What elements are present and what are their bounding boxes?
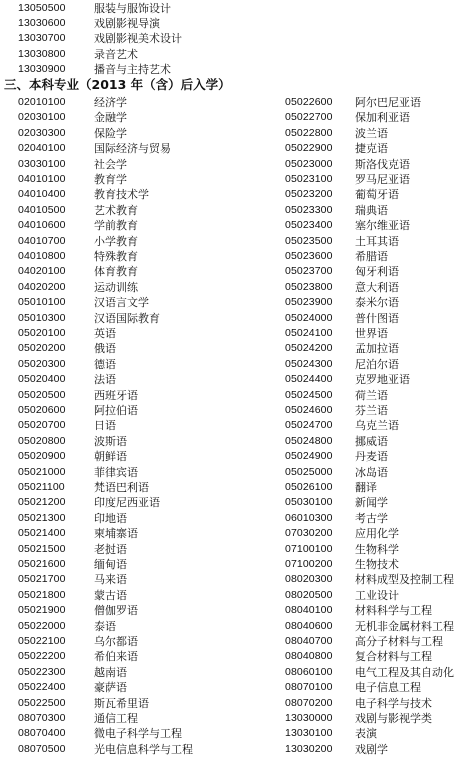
major-code: 05021900: [18, 604, 66, 617]
major-code: 05022900: [285, 142, 333, 155]
major-row: [285, 388, 470, 403]
major-code: 05021500: [18, 542, 66, 555]
major-name: 泰米尔语: [355, 296, 399, 310]
major-name: 普什图语: [355, 311, 399, 325]
major-row: [285, 110, 470, 125]
major-name: 乌尔都语: [94, 635, 138, 648]
major-row: [285, 526, 470, 541]
major-row: [285, 449, 470, 464]
major-row: [18, 665, 238, 680]
major-row: [285, 572, 470, 587]
major-row: [285, 619, 470, 634]
major-name: 新闻学: [355, 496, 388, 510]
major-code: 05030100: [285, 496, 333, 509]
major-name: 工业设计: [355, 588, 399, 602]
major-row: [285, 326, 470, 341]
major-code: 07100200: [285, 558, 333, 570]
major-code: 05024500: [285, 388, 333, 401]
major-code: 13050500: [18, 2, 66, 14]
major-code: 05021200: [18, 496, 66, 509]
major-name: 缅甸语: [94, 558, 127, 571]
major-code: 05021700: [18, 573, 66, 586]
major-code: 05021400: [18, 527, 66, 540]
major-code: 05022800: [285, 126, 333, 139]
major-code: 13030100: [285, 727, 333, 740]
major-row: [285, 280, 470, 295]
major-row: [285, 141, 470, 156]
major-code: 05020200: [18, 342, 66, 355]
major-code: 03030100: [18, 157, 66, 170]
major-row: [285, 264, 470, 279]
major-row: [285, 634, 470, 649]
major-code: 08070400: [18, 727, 66, 740]
major-code: 05010100: [18, 296, 66, 309]
major-name: 材料成型及控制工程: [355, 573, 454, 587]
major-row: [18, 1, 238, 16]
major-row: [18, 388, 238, 403]
major-row: [18, 449, 238, 464]
major-name: 希伯来语: [94, 650, 138, 664]
major-name: 翻译: [355, 481, 377, 494]
major-code: 08040800: [285, 650, 333, 663]
major-name: 学前教育: [94, 219, 138, 233]
major-row: [285, 357, 470, 372]
major-code: 02030300: [18, 126, 66, 139]
major-code: 05020900: [18, 450, 66, 463]
major-code: 04010800: [18, 250, 66, 262]
major-row: [18, 372, 238, 387]
major-name: 教育技术学: [94, 188, 149, 202]
major-row: [285, 95, 470, 110]
major-code: 13030000: [285, 712, 333, 724]
major-name: 波兰语: [355, 126, 388, 140]
major-row: [285, 649, 470, 664]
major-code: 05024600: [285, 404, 333, 416]
major-code: 13030700: [18, 32, 66, 45]
major-code: 04010100: [18, 173, 66, 185]
major-code: 05022500: [18, 696, 66, 709]
major-row: [18, 680, 238, 695]
major-name: 光电信息科学与工程: [94, 742, 193, 756]
major-row: [285, 588, 470, 603]
major-row: [285, 542, 470, 557]
major-name: 表演: [355, 727, 377, 741]
major-row: [18, 95, 238, 110]
major-row: [285, 126, 470, 141]
major-name: 乌克兰语: [355, 419, 399, 433]
major-row: [18, 16, 238, 31]
major-code: 05022000: [18, 619, 66, 632]
major-row: [18, 187, 238, 202]
major-code: 05024100: [285, 327, 333, 339]
major-row: [285, 495, 470, 510]
major-name: 复合材料与工程: [355, 650, 432, 664]
major-name: 瑞典语: [355, 203, 388, 217]
major-name: 高分子材料与工程: [355, 635, 443, 648]
major-code: 05024000: [285, 311, 333, 324]
major-row: [18, 634, 238, 649]
major-row: [285, 341, 470, 356]
major-row: [285, 711, 470, 726]
major-code: 05023500: [285, 234, 333, 247]
major-code: 05024400: [285, 373, 333, 386]
major-row: [285, 187, 470, 202]
major-code: 08040100: [285, 604, 333, 617]
major-row: [18, 172, 238, 187]
major-name: 斯洛伐克语: [355, 157, 410, 171]
major-name: 意大利语: [355, 280, 399, 294]
major-row: [18, 203, 238, 218]
major-code: 08020300: [285, 573, 333, 586]
major-name: 葡萄牙语: [355, 188, 399, 202]
major-code: 08060100: [285, 665, 333, 678]
major-name: 法语: [94, 373, 116, 387]
major-row: [18, 264, 238, 279]
major-code: 05023300: [285, 203, 333, 216]
major-code: 05020500: [18, 388, 66, 401]
major-code: 05020700: [18, 419, 66, 432]
major-code: 07100100: [285, 542, 333, 555]
major-code: 08020500: [285, 588, 333, 601]
major-row: [18, 480, 238, 495]
major-name: 丹麦语: [355, 450, 388, 464]
major-code: 05021800: [18, 588, 66, 601]
major-name: 柬埔寨语: [94, 527, 138, 541]
major-code: 05020400: [18, 373, 66, 386]
major-row: [285, 557, 470, 572]
major-row: [18, 295, 238, 310]
major-name: 塞尔维亚语: [355, 219, 410, 233]
major-row: [18, 126, 238, 141]
major-code: 05021600: [18, 558, 66, 570]
major-code: 08070200: [285, 696, 333, 709]
major-name: 蒙古语: [94, 588, 127, 602]
major-row: [18, 234, 238, 249]
major-name: 特殊教育: [94, 250, 138, 263]
major-code: 02010100: [18, 96, 66, 108]
major-row: [18, 31, 238, 46]
major-code: 05024700: [285, 419, 333, 432]
major-name: 社会学: [94, 157, 127, 171]
major-name: 土耳其语: [355, 234, 399, 248]
major-row: [18, 711, 238, 726]
section-heading: 三、本科专业（2013 年（含）后入学）: [4, 77, 231, 92]
major-code: 05010300: [18, 311, 66, 324]
major-row: [285, 218, 470, 233]
major-row: [18, 696, 238, 711]
major-code: 04010400: [18, 188, 66, 201]
major-name: 阿尔巴尼亚语: [355, 96, 421, 109]
major-row: [18, 280, 238, 295]
major-code: 04010700: [18, 234, 66, 247]
major-code: 05023100: [285, 173, 333, 185]
major-code: 05020800: [18, 434, 66, 447]
major-name: 孟加拉语: [355, 342, 399, 356]
major-code: 07030200: [285, 527, 333, 540]
major-code: 05022400: [18, 681, 66, 694]
major-row: [285, 311, 470, 326]
major-name: 应用化学: [355, 527, 399, 541]
major-code: 05021300: [18, 511, 66, 524]
major-code: 05024900: [285, 450, 333, 463]
major-row: [285, 372, 470, 387]
major-row: [18, 742, 238, 757]
major-row: [18, 403, 238, 418]
major-code: 05023000: [285, 157, 333, 170]
major-row: [18, 341, 238, 356]
major-code: 13030900: [18, 62, 66, 75]
major-code: 05023200: [285, 188, 333, 201]
major-row: [285, 172, 470, 187]
major-name: 国际经济与贸易: [94, 142, 171, 156]
major-name: 生物技术: [355, 558, 399, 571]
major-name: 越南语: [94, 665, 127, 679]
major-name: 播音与主持艺术: [94, 62, 171, 76]
major-row: [285, 680, 470, 695]
major-code: 05020300: [18, 357, 66, 370]
major-code: 05022600: [285, 96, 333, 108]
major-code: 05021000: [18, 465, 66, 478]
major-row: [285, 726, 470, 741]
major-code: 05024300: [285, 357, 333, 370]
major-code: 05022300: [18, 665, 66, 678]
major-name: 捷克语: [355, 142, 388, 156]
major-code: 02040100: [18, 142, 66, 155]
major-row: [18, 495, 238, 510]
major-name: 英语: [94, 327, 116, 340]
major-code: 04020200: [18, 280, 66, 293]
major-code: 05020100: [18, 327, 66, 339]
major-code: 05023900: [285, 296, 333, 309]
major-name: 戏剧影视美术设计: [94, 32, 182, 46]
major-name: 经济学: [94, 96, 127, 109]
major-code: 06010300: [285, 511, 333, 524]
major-name: 戏剧学: [355, 742, 388, 756]
major-code: 05023700: [285, 265, 333, 278]
major-name: 汉语言文学: [94, 296, 149, 310]
major-code: 08040700: [285, 635, 333, 647]
major-row: [285, 295, 470, 310]
major-row: [18, 511, 238, 526]
major-name: 波斯语: [94, 434, 127, 448]
major-row: [285, 234, 470, 249]
major-row: [285, 249, 470, 264]
major-row: [285, 403, 470, 418]
major-row: [18, 62, 238, 77]
major-row: [18, 418, 238, 433]
major-name: 西班牙语: [94, 388, 138, 402]
major-code: 04010600: [18, 219, 66, 232]
major-code: 13030600: [18, 17, 66, 30]
major-code: 05022200: [18, 650, 66, 663]
major-name: 服装与服饰设计: [94, 2, 171, 15]
major-name: 艺术教育: [94, 203, 138, 217]
major-row: [18, 726, 238, 741]
major-code: 08070100: [285, 681, 333, 694]
major-code: 02030100: [18, 111, 66, 124]
major-row: [285, 157, 470, 172]
major-row: [285, 465, 470, 480]
major-row: [18, 311, 238, 326]
major-name: 德语: [94, 357, 116, 371]
major-name: 梵语巴利语: [94, 481, 149, 494]
major-row: [285, 665, 470, 680]
major-code: 05026100: [285, 481, 333, 493]
major-row: [18, 526, 238, 541]
major-name: 匈牙利语: [355, 265, 399, 279]
major-name: 金融学: [94, 111, 127, 125]
major-name: 挪威语: [355, 434, 388, 448]
major-name: 录音艺术: [94, 47, 138, 61]
major-name: 俄语: [94, 342, 116, 356]
major-row: [18, 572, 238, 587]
major-name: 豪萨语: [94, 681, 127, 695]
major-row: [285, 696, 470, 711]
major-name: 电子信息工程: [355, 681, 421, 695]
major-code: 05023400: [285, 219, 333, 232]
major-name: 电气工程及其自动化: [355, 665, 454, 679]
major-name: 克罗地亚语: [355, 373, 410, 387]
major-name: 无机非金属材料工程: [355, 619, 454, 633]
major-name: 日语: [94, 419, 116, 433]
major-name: 世界语: [355, 327, 388, 340]
major-row: [18, 649, 238, 664]
major-row: [285, 480, 470, 495]
major-row: [18, 619, 238, 634]
major-code: 04010500: [18, 203, 66, 216]
major-name: 印度尼西亚语: [94, 496, 160, 510]
major-name: 泰语: [94, 619, 116, 633]
major-name: 老挝语: [94, 542, 127, 556]
major-code: 13030200: [285, 742, 333, 755]
major-code: 05025000: [285, 465, 333, 478]
major-name: 希腊语: [355, 250, 388, 263]
major-name: 阿拉伯语: [94, 404, 138, 417]
major-name: 马来语: [94, 573, 127, 587]
major-name: 斯瓦希里语: [94, 696, 149, 710]
major-name: 微电子科学与工程: [94, 727, 182, 741]
major-code: 05020600: [18, 404, 66, 416]
major-name: 僧伽罗语: [94, 604, 138, 618]
major-row: [18, 157, 238, 172]
major-name: 菲律宾语: [94, 465, 138, 479]
major-name: 冰岛语: [355, 465, 388, 479]
major-row: [18, 249, 238, 264]
major-row: [285, 603, 470, 618]
major-row: [18, 603, 238, 618]
major-name: 材料科学与工程: [355, 604, 432, 618]
major-row: [18, 141, 238, 156]
major-name: 保险学: [94, 126, 127, 140]
major-name: 考古学: [355, 511, 388, 525]
major-code: 04020100: [18, 265, 66, 278]
major-row: [18, 542, 238, 557]
major-name: 教育学: [94, 173, 127, 186]
major-name: 电子科学与技术: [355, 696, 432, 710]
major-code: 05023600: [285, 250, 333, 262]
major-row: [18, 465, 238, 480]
major-code: 08070300: [18, 712, 66, 724]
major-row: [18, 588, 238, 603]
major-name: 戏剧影视导演: [94, 17, 160, 31]
major-code: 05023800: [285, 280, 333, 293]
major-row: [18, 557, 238, 572]
major-row: [18, 47, 238, 62]
major-code: 05022700: [285, 111, 333, 124]
major-code: 13030800: [18, 47, 66, 60]
major-code: 05021100: [18, 481, 65, 493]
major-code: 05024200: [285, 342, 333, 355]
major-name: 戏剧与影视学类: [355, 712, 432, 725]
major-row: [18, 434, 238, 449]
major-row: [285, 203, 470, 218]
major-row: [285, 434, 470, 449]
major-name: 芬兰语: [355, 404, 388, 417]
major-name: 汉语国际教育: [94, 311, 160, 325]
major-row: [285, 742, 470, 757]
major-row: [18, 326, 238, 341]
major-name: 生物科学: [355, 542, 399, 556]
major-name: 荷兰语: [355, 388, 388, 402]
major-code: 05024800: [285, 434, 333, 447]
major-row: [285, 511, 470, 526]
major-name: 通信工程: [94, 712, 138, 725]
major-name: 体育教育: [94, 265, 138, 279]
major-name: 运动训练: [94, 280, 138, 294]
major-name: 保加利亚语: [355, 111, 410, 125]
major-row: [285, 418, 470, 433]
major-name: 小学教育: [94, 234, 138, 248]
major-name: 朝鲜语: [94, 450, 127, 464]
major-name: 尼泊尔语: [355, 357, 399, 371]
major-row: [18, 218, 238, 233]
major-code: 08070500: [18, 742, 66, 755]
major-name: 印地语: [94, 511, 127, 525]
major-name: 罗马尼亚语: [355, 173, 410, 186]
major-row: [18, 357, 238, 372]
major-code: 05022100: [18, 635, 66, 647]
major-row: [18, 110, 238, 125]
major-code: 08040600: [285, 619, 333, 632]
